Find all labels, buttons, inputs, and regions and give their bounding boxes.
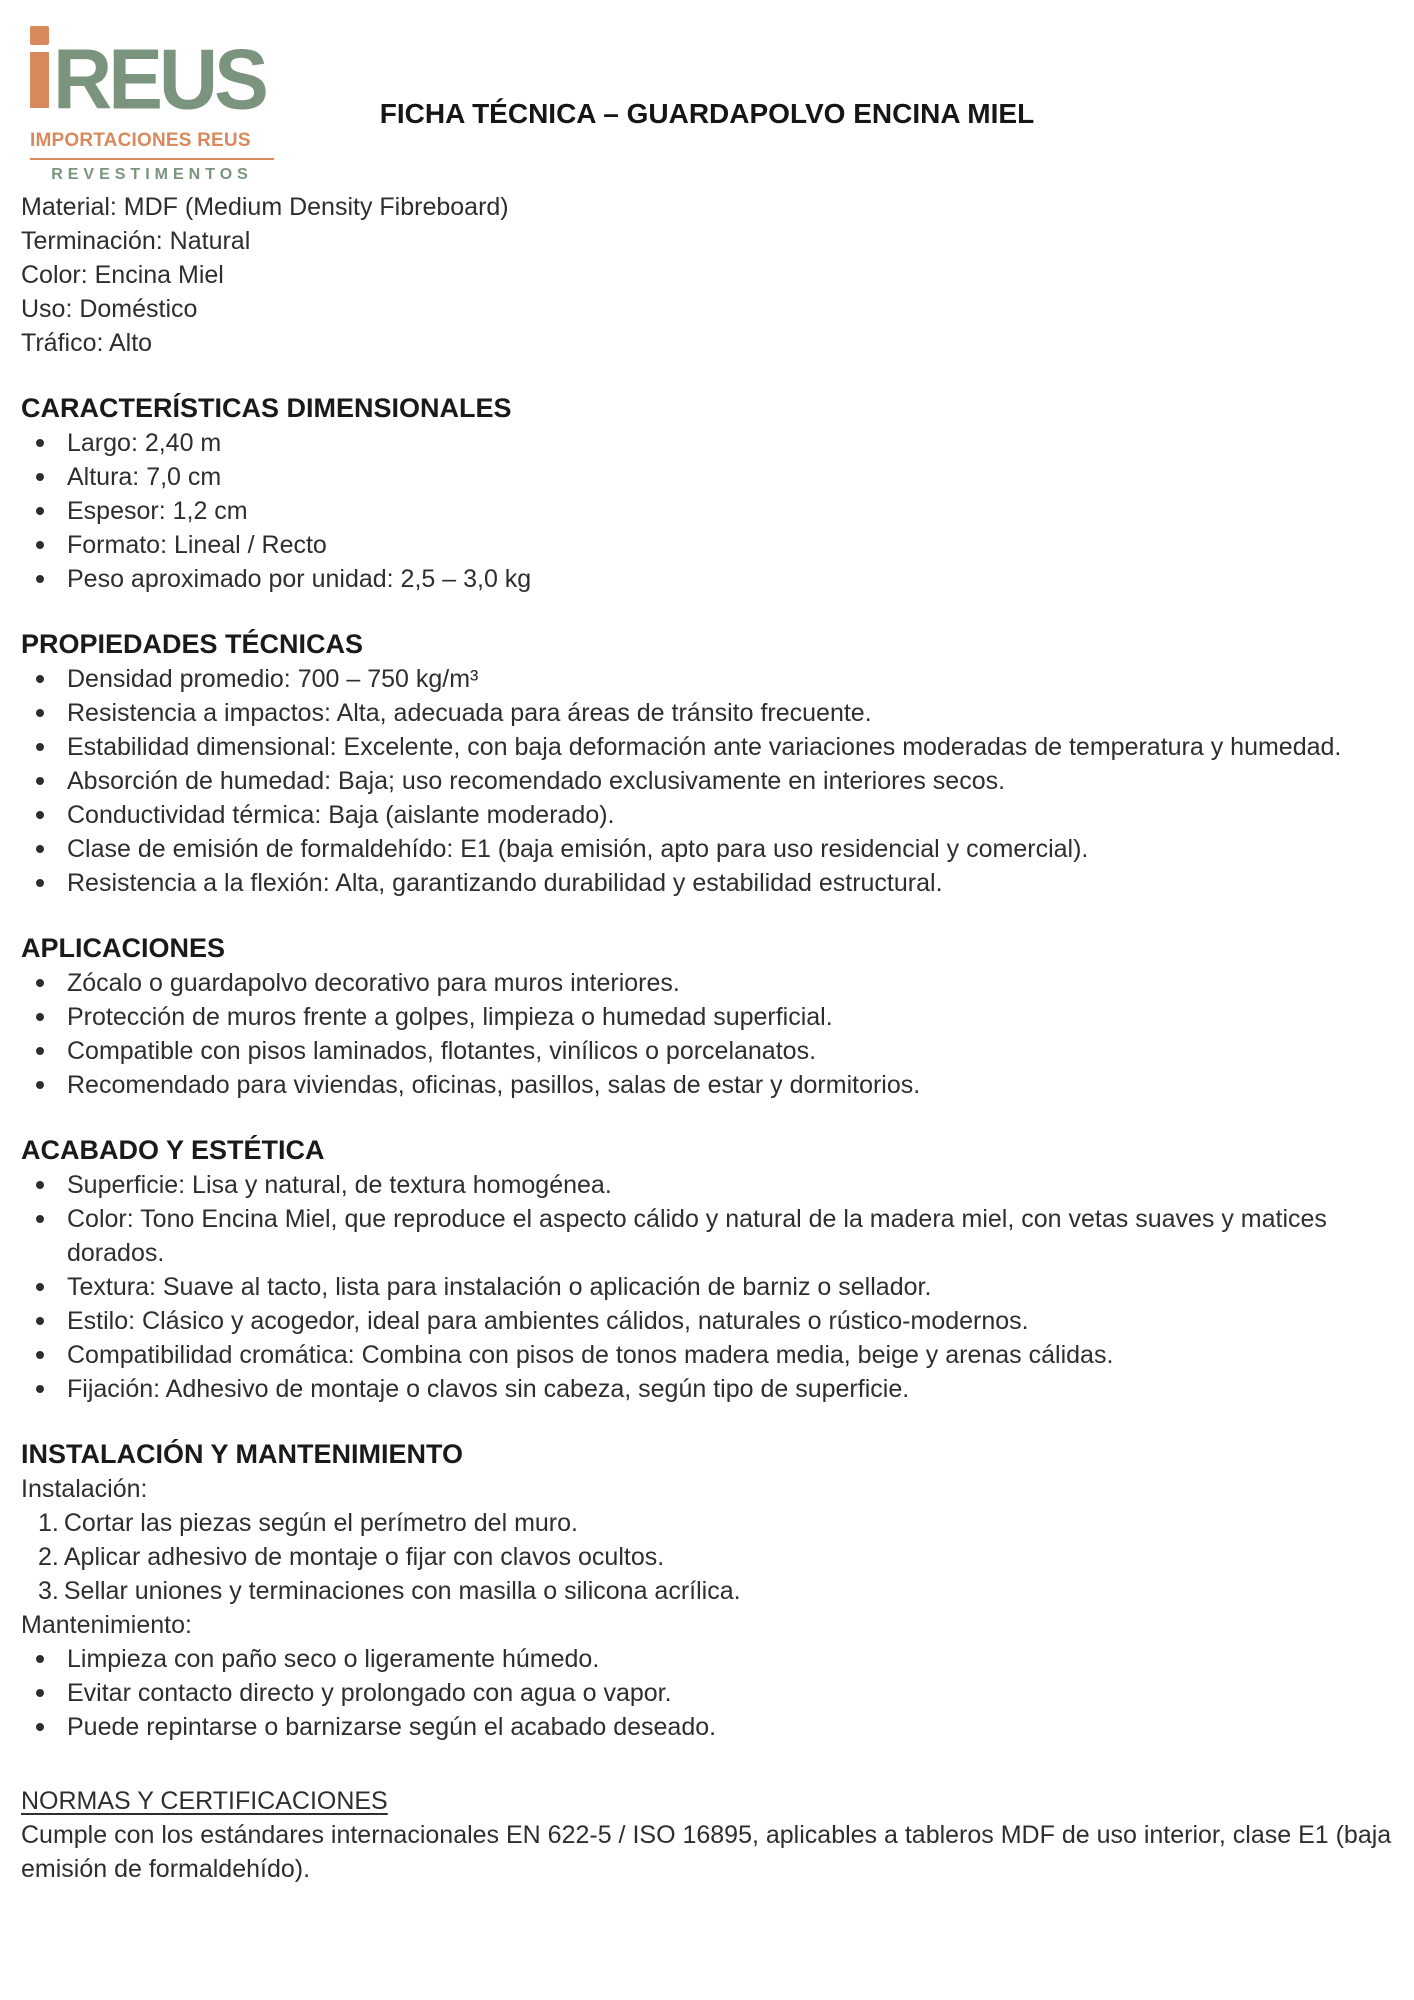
bullet-text: Largo: 2,40 m <box>67 429 222 457</box>
bullet-text: Altura: 7,0 cm <box>67 463 222 491</box>
bullet-dot <box>36 675 44 683</box>
bullet-dot <box>36 575 44 583</box>
logo-brand-text: REUS <box>53 32 265 128</box>
bullet-dot <box>36 1181 44 1189</box>
bullet-item <box>21 798 1400 832</box>
bullet-item <box>21 528 1400 562</box>
bullet-text: Resistencia a la flexión: Alta, garantizando durabilidad y estabilidad estructural. <box>67 869 943 897</box>
bullet-text: Estabilidad dimensional: Excelente, con baja deformación ante variaciones moderadas de temperatura y humedad. <box>67 733 1342 761</box>
numbered-marker: 1. <box>38 1509 59 1537</box>
bullet-dot <box>36 1723 44 1731</box>
bullet-item <box>21 1202 1400 1270</box>
bullet-dot <box>36 439 44 447</box>
bullet-dot <box>36 1215 44 1223</box>
bullet-text: Densidad promedio: 700 – 750 kg/m³ <box>67 665 479 693</box>
bullet-item <box>21 1338 1400 1372</box>
section-normas <box>21 1784 1400 1886</box>
bullet-dot <box>36 1689 44 1697</box>
bullet-item <box>21 1676 1400 1710</box>
bullet-item <box>21 866 1400 900</box>
intro-line: Color: Encina Miel <box>21 261 224 289</box>
bullet-item <box>21 764 1400 798</box>
logo-i-dot <box>30 26 49 45</box>
section-propiedades <box>21 626 1400 900</box>
bullet-item <box>21 662 1400 696</box>
bullet-dot <box>36 1351 44 1359</box>
bullet-item <box>21 696 1400 730</box>
bullet-list <box>21 662 1400 900</box>
bullet-item <box>21 1068 1400 1102</box>
bullet-text: Fijación: Adhesivo de montaje o clavos sin cabeza, según tipo de superficie. <box>67 1375 910 1403</box>
bullet-text: Recomendado para viviendas, oficinas, pasillos, salas de estar y dormitorios. <box>67 1071 921 1099</box>
bullet-item <box>21 1270 1400 1304</box>
section-heading: PROPIEDADES TÉCNICAS <box>21 629 364 659</box>
bullet-dot <box>36 979 44 987</box>
bullet-item <box>21 1000 1400 1034</box>
document-header <box>0 0 1414 183</box>
numbered-text: Aplicar adhesivo de montaje o fijar con clavos ocultos. <box>63 1543 665 1571</box>
bullet-dot <box>36 507 44 515</box>
bullet-text: Puede repintarse o barnizarse según el acabado deseado. <box>67 1713 717 1741</box>
numbered-item <box>21 1506 1400 1540</box>
bullet-dot <box>36 1047 44 1055</box>
bullet-text: Compatible con pisos laminados, flotantes, vinílicos o porcelanatos. <box>67 1037 817 1065</box>
bullet-dot <box>36 473 44 481</box>
logo-tagline: REVESTIMENTOS <box>51 166 253 183</box>
section-instalacion <box>21 1436 1400 1744</box>
numbered-item <box>21 1574 1400 1608</box>
bullet-text: Compatibilidad cromática: Combina con pisos de tonos madera media, beige y arenas cálidas. <box>67 1341 1114 1369</box>
bullet-text: Estilo: Clásico y acogedor, ideal para ambientes cálidos, naturales o rústico-modernos. <box>67 1307 1029 1335</box>
intro-line: Tráfico: Alto <box>21 329 153 357</box>
bullet-text: Evitar contacto directo y prolongado con agua o vapor. <box>67 1679 672 1707</box>
bullet-dot <box>36 777 44 785</box>
logo-subtitle-regular: IMPORTACIONES <box>30 130 192 151</box>
bullet-text: Textura: Suave al tacto, lista para instalación o aplicación de barniz o sellador. <box>67 1273 932 1301</box>
bullet-list <box>21 966 1400 1102</box>
bullet-dot <box>36 879 44 887</box>
bullet-text: Limpieza con paño seco o ligeramente húmedo. <box>67 1645 600 1673</box>
bullet-item <box>21 1304 1400 1338</box>
bullet-text: Absorción de humedad: Baja; uso recomendado exclusivamente en interiores secos. <box>67 767 1006 795</box>
bullet-item <box>21 1372 1400 1406</box>
section-caracteristicas <box>21 390 1400 596</box>
normas-paragraph: Cumple con los estándares internacionales EN 622-5 / ISO 16895, aplicables a tableros MDF de uso interior, clase E1 (baja emisión de formaldehído). <box>21 1821 1392 1883</box>
numbered-list <box>21 1506 1400 1608</box>
bullet-text: Espesor: 1,2 cm <box>67 497 248 525</box>
bullet-dot <box>36 743 44 751</box>
bullet-text: Conductividad térmica: Baja (aislante moderado). <box>67 801 615 829</box>
bullet-dot <box>36 709 44 717</box>
numbered-text: Cortar las piezas según el perímetro del muro. <box>63 1509 578 1537</box>
bullet-item <box>21 730 1400 764</box>
bullet-list <box>21 426 1400 596</box>
section-aplicaciones <box>21 930 1400 1102</box>
bullet-item <box>21 460 1400 494</box>
bullet-item <box>21 426 1400 460</box>
bullet-dot <box>36 1317 44 1325</box>
logo-subtitle <box>30 130 274 160</box>
bullet-text: Color: Tono Encina Miel, que reproduce el aspecto cálido y natural de la madera miel, con vetas suaves y matices dorados. <box>67 1205 1327 1267</box>
intro-line: Uso: Doméstico <box>21 295 198 323</box>
bullet-list <box>21 1168 1400 1406</box>
bullet-text: Protección de muros frente a golpes, limpieza o humedad superficial. <box>67 1003 833 1031</box>
bullet-text: Resistencia a impactos: Alta, adecuada para áreas de tránsito frecuente. <box>67 699 872 727</box>
intro-line: Material: MDF (Medium Density Fibreboard) <box>21 193 509 221</box>
bullet-text: Peso aproximado por unidad: 2,5 – 3,0 kg <box>67 565 532 593</box>
bullet-text: Clase de emisión de formaldehído: E1 (baja emisión, apto para uso residencial y comercial). <box>67 835 1089 863</box>
bullet-dot <box>36 541 44 549</box>
bullet-dot <box>36 1283 44 1291</box>
bullet-text: Zócalo o guardapolvo decorativo para muros interiores. <box>67 969 680 997</box>
bullet-item <box>21 494 1400 528</box>
intro-line: Terminación: Natural <box>21 227 251 255</box>
section-heading: APLICACIONES <box>21 933 226 963</box>
list-label-mantenimiento: Mantenimiento: <box>21 1611 192 1639</box>
bullet-dot <box>36 1013 44 1021</box>
logo-subtitle-bold: REUS <box>197 130 251 151</box>
bullet-dot <box>36 1081 44 1089</box>
bullet-text: Superficie: Lisa y natural, de textura homogénea. <box>67 1171 612 1199</box>
list-label-instalacion: Instalación: <box>21 1475 148 1503</box>
intro-block <box>21 190 1400 360</box>
section-heading-underlined: NORMAS Y CERTIFICACIONES <box>21 1787 388 1815</box>
bullet-dot <box>36 811 44 819</box>
numbered-text: Sellar uniones y terminaciones con masilla o silicona acrílica. <box>63 1577 741 1605</box>
bullet-item <box>21 1710 1400 1744</box>
bullet-list <box>21 1642 1400 1744</box>
bullet-item <box>21 1642 1400 1676</box>
numbered-item <box>21 1540 1400 1574</box>
bullet-item <box>21 1168 1400 1202</box>
section-acabado <box>21 1132 1400 1406</box>
bullet-dot <box>36 1385 44 1393</box>
section-heading: INSTALACIÓN Y MANTENIMIENTO <box>21 1439 464 1469</box>
numbered-marker: 2. <box>38 1543 59 1571</box>
section-heading: CARACTERÍSTICAS DIMENSIONALES <box>21 393 512 423</box>
document-body <box>0 190 1414 1886</box>
bullet-dot <box>36 1655 44 1663</box>
bullet-item <box>21 966 1400 1000</box>
bullet-dot <box>36 845 44 853</box>
section-heading: ACABADO Y ESTÉTICA <box>21 1135 325 1165</box>
bullet-item <box>21 1034 1400 1068</box>
logo-letter-i-icon <box>30 26 49 108</box>
bullet-text: Formato: Lineal / Recto <box>67 531 327 559</box>
document-title: FICHA TÉCNICA – GUARDAPOLVO ENCINA MIEL <box>379 98 1035 129</box>
numbered-marker: 3. <box>38 1577 59 1605</box>
bullet-item <box>21 832 1400 866</box>
bullet-item <box>21 562 1400 596</box>
